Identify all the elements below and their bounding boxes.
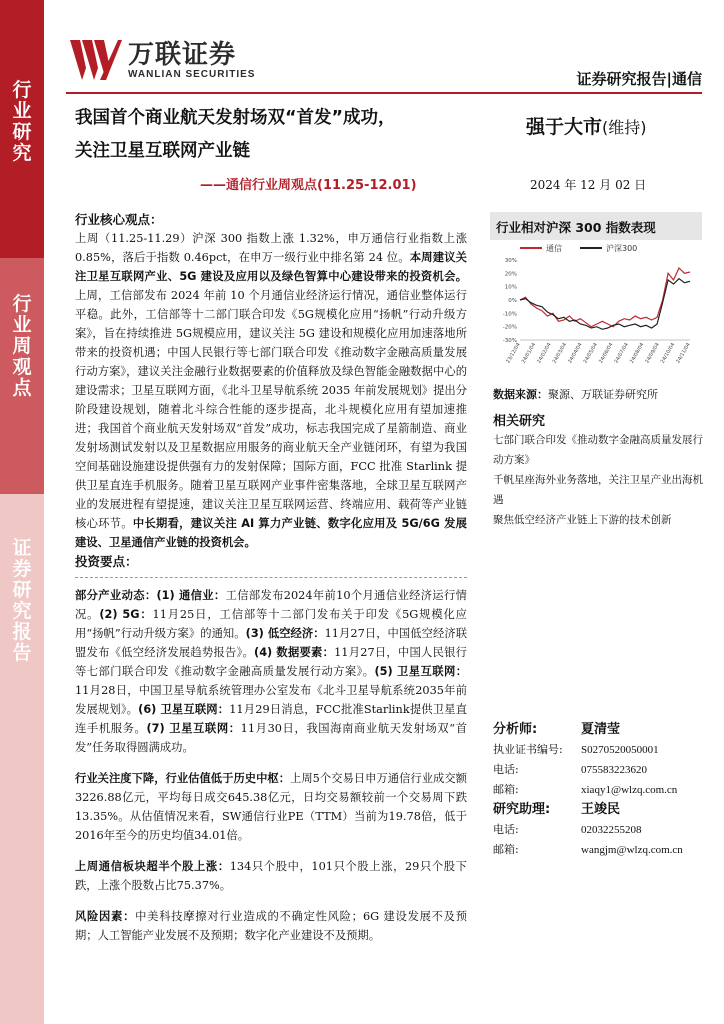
x-tick-label: 24/02/04	[536, 342, 553, 365]
x-tick-label: 23/12/04	[505, 342, 522, 365]
logo-chinese-name: 万联证券	[128, 39, 237, 70]
report-date: 2024 年 12 月 02 日	[530, 178, 647, 192]
related-item[interactable]: 千帆星座海外业务落地，关注卫星产业出海机遇	[493, 474, 703, 506]
core-view-paragraph: 上周（11.25-11.29）沪深 300 指数上涨 1.32%，申万通信行业指数上涨 0.85%，落后于指数 0.46pct，在申万一级行业中排名第 24 位。本周建议关注卫星互联网产业、5G 建设及应用以及绿色智算中心建设带来的投资机会。上周，工信部发布 2024 年前 10 个月通信业经济运行情况，通信业整体运行平稳。此外，工信部等十二部门联合印发《5G规模化应用“扬帆”行动升级方案》，旨在持续推进 5G规模应用，建议关注 5G 建设和规模化应用加速落地所带来的投资机遇；中国人民银行等七部门联合印发《推动数字金融高质量发展行动方案》，建议关注金融行业数据要素的价值释放及绿色智能金融数据中心的建设需求；卫星互联网方面，《北斗卫星导航系统 2035 年前发展规划》提出分阶段建设规划，随着北斗综合性能的逐步提高，北斗规模化应用有望加速推进；我国首个商业航天发射场双“首发”成功，标志我国完成了星箭制造、商业发射场测试发射以及卫星数据应用服务的商业航天全产业链闭环，有望为我国空间基础设施建设提供强有力的发射保障；国际方面，FCC 批准 Starlink 提供卫星直连手机服务。随着卫星互联网产业事件密集落地，全球卫星互联网产业的发展进程有望提速，建议关注卫星互联网运营、终端应用、载荷等产业链核心环节。中长期看，建议关注 AI 算力产业链、数字化应用及 5G/6G 发展建设、卫星通信产业链的投资机会。	[75, 232, 467, 549]
assistant-phone-label: 电话:	[493, 823, 519, 836]
cert-number: S0270520050001	[581, 744, 659, 756]
performance-heading: 行业相对沪深 300 指数表现	[490, 212, 702, 240]
side-band-industry-research: 行 业 研 究	[0, 0, 44, 258]
related-research-heading: 相关研究	[493, 414, 546, 429]
assistant-name: 王竣民	[581, 802, 621, 817]
logo-english-name: WANLIAN SECURITIES	[128, 68, 256, 80]
rating-note: (维持)	[602, 118, 647, 137]
cert-label: 执业证书编号:	[493, 743, 563, 756]
report-title: 我国首个商业航天发射场双“首发”成功， 关注卫星互联网产业链	[75, 108, 396, 161]
y-tick-label: 10%	[504, 284, 517, 291]
report-type: 证券研究报告|通信	[576, 70, 702, 88]
x-tick-label: 24/09/04	[644, 342, 661, 365]
analyst-label: 分析师:	[493, 722, 538, 737]
legend-label: 通信	[546, 244, 562, 253]
x-tick-label: 24/03/04	[551, 342, 569, 365]
related-research-list	[493, 430, 703, 530]
rating: 强于大市(维持)	[526, 116, 647, 138]
assistant-email-label: 邮箱:	[493, 843, 519, 856]
x-tick-label: 24/06/04	[598, 342, 615, 365]
performance-chart	[490, 240, 702, 380]
y-tick-label: -10%	[502, 311, 517, 318]
email-label: 邮箱:	[493, 783, 519, 796]
y-tick-label: 20%	[504, 271, 517, 278]
analyst-phone: 075583223620	[581, 764, 647, 776]
wanlian-logo-icon	[70, 38, 122, 82]
x-tick-label: 24/04/04	[567, 342, 584, 365]
series-line-csi300	[520, 279, 690, 330]
assistant-phone: 02032255208	[581, 824, 642, 836]
analyst-info	[493, 720, 705, 860]
header-divider	[66, 92, 702, 94]
side-band-weekly-view: 行 业 周 观 点	[0, 258, 44, 494]
core-view-heading: 行业核心观点：	[75, 212, 163, 227]
y-tick-label: -30%	[502, 338, 517, 344]
y-tick-label: 30%	[504, 258, 517, 264]
side-band-securities-report: 证 券 研 究 报 告	[0, 494, 44, 1024]
main-content	[75, 210, 467, 945]
report-subtitle: ——通信行业周观点(11.25-12.01)	[200, 178, 417, 193]
phone-label: 电话:	[493, 763, 519, 776]
y-tick-label: -20%	[502, 324, 517, 331]
x-tick-label: 24/11/04	[675, 342, 692, 365]
invest-points-heading: 投资要点：	[75, 554, 138, 569]
y-tick-label: 0%	[508, 298, 517, 304]
related-item[interactable]: 聚焦低空经济产业链上下游的技术创新	[493, 514, 672, 526]
analyst-email[interactable]: xiaqy1@wlzq.com.cn	[581, 784, 678, 796]
section-divider	[75, 577, 467, 578]
x-tick-label: 24/08/04	[628, 342, 646, 365]
industry-dynamics: 部分产业动态：(1) 通信业：工信部发布2024年前10个月通信业经济运行情况。(2) 5G：11月25日，工信部等十二部门发布关于印发《5G规模化应用“扬帆”行动升级方案》的通知。(3) 低空经济：11月27日，中国低空经济联盟发布《低空经济发展趋势报告》。(4) 数据要素：11月27日，中国人民银行等七部门联合印发《推动数字金融高质量发展行动方案》。(5) 卫星互联网：11月28日，中国卫星导航系统管理办公室发布《北斗卫星导航系统2035年前发展规划》。(6) 卫星互联网：11月29日消息，FCC批准Starlink提供卫星直连手机服务。(7) 卫星互联网：11月30日，我国海南商业航天发射场双“首发”任务取得圆满成功。	[75, 589, 467, 754]
risk-paragraph: 风险因素：中美科技摩擦对行业造成的不确定性风险；6G 建设发展不及预期；人工智能产业发展不及预期；数字化产业建设不及预期。	[75, 910, 467, 942]
x-tick-label: 24/07/04	[613, 342, 630, 365]
legend-label: 沪深300	[606, 244, 638, 253]
assistant-email[interactable]: wangjm@wlzq.com.cn	[581, 844, 683, 856]
analyst-name: 夏清莹	[581, 722, 621, 737]
data-source: 数据来源：聚源、万联证券研究所	[493, 388, 658, 401]
stocks-paragraph: 上周通信板块超半个股上涨：134只个股中，101只个股上涨，29只个股下跌，上涨个股数占比75.37%。	[75, 860, 467, 892]
company-logo	[70, 38, 255, 82]
x-tick-label: 24/05/04	[582, 342, 600, 365]
industry-heat-paragraph: 行业关注度下降，行业估值低于历史中枢：上周5个交易日申万通信行业成交额3226.88亿元，平均每日成交645.38亿元，日均交易额较前一个交易周下跌13.35%。从估值情况来看，SW通信行业PE（TTM）当前为19.78倍，低于2016年至今的历史均值34.01倍。	[75, 772, 467, 842]
x-tick-label: 24/01/04	[520, 342, 538, 365]
assistant-label: 研究助理:	[493, 802, 551, 817]
related-item[interactable]: 七部门联合印发《推动数字金融高质量发展行动方案》	[493, 434, 703, 466]
x-tick-label: 24/10/04	[659, 342, 677, 365]
